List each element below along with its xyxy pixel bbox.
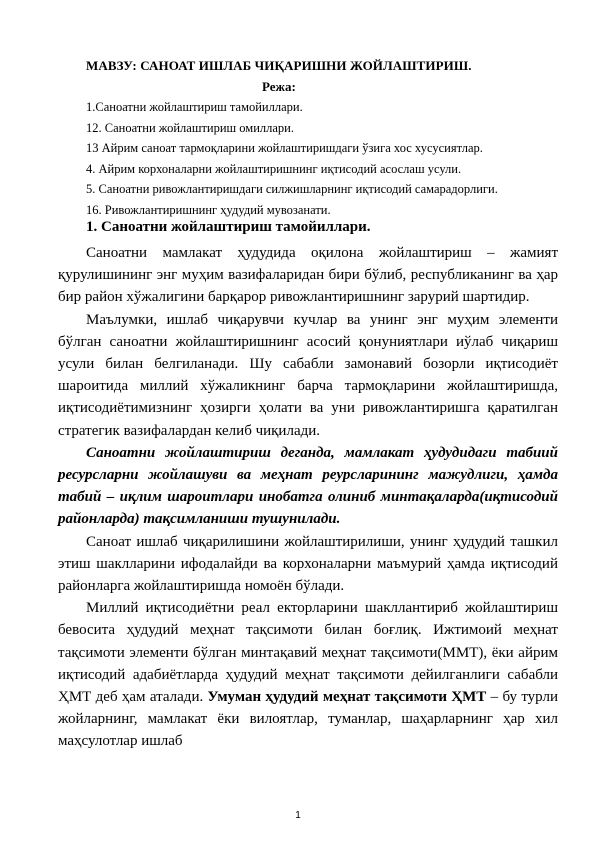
paragraph: Маълумки, ишлаб чиқарувчи кучлар ва унинг энг муҳим элементи бўлган саноатни жойлаштиришнинг асосий қонуниятлари иўлаб чиқариш усули билан белгиланади. Шу сабабли замонавий бозорли иқтисодиёт шароитида миллий хўжаликнинг барча тармоқларини жойлаштиришда, иқтисодиётимизнинг ҳозирги ҳолати ва уни ривожлантиришга қаратилган стратегик вазифалардан келиб чиқилади. — [58, 311, 558, 439]
plan-item: 5. Саноатни ривожлантиришдаги силжишларнинг иқтисодий самарадорлиги. — [86, 182, 498, 196]
paragraph — [58, 597, 558, 752]
bold-term: Умуман ҳудудий меҳнат тақсимоти ҲМТ — [207, 689, 487, 706]
plan-list — [86, 97, 556, 220]
page-number: 1 — [295, 810, 301, 821]
plan-item: 1.Саноатни жойлаштириш тамойиллари. — [86, 100, 303, 114]
paragraph-text: Миллий иқтисодиётни реал екторларини шакллантириб жойлаштириш бевосита ҳудудий меҳнат тақсимоти билан боғлиқ. Ижтимоий меҳнат тақсимоти элементи бўлган минтақавий меҳнат тақсимоти(ММТ), ёки айрим иқтисодий адабиётларда ҳудудий меҳнат тақсимоти дейилганлиги сабабли ҲМТ деб ҳам аталади. — [58, 600, 558, 706]
plan-label: Режа: — [262, 79, 296, 94]
plan-item: 12. Саноатни жойлаштириш омиллари. — [86, 120, 294, 135]
section-heading: 1. Саноатни жойлаштириш тамойиллари. — [86, 219, 371, 235]
plan-item: 13 Айрим саноат тармоқларини жойлаштиришдаги ўзига хос хусусиятлар. — [86, 141, 483, 155]
document-title: МАВЗУ: САНОАТ ИШЛАБ ЧИҚАРИШНИ ЖОЙЛАШТИРИШ. — [86, 58, 472, 73]
paragraph: Саноатни мамлакат ҳудудида оқилона жойлаштириш – жамият қурулишининг энг муҳим вазифаларидан бири бўлиб, республиканинг ва ҳар бир район хўжалигини барқарор ривожлантиришнинг зарурий шартидир. — [58, 245, 558, 306]
paragraph-text: – бу турли жойларнинг, мамлакат ёки вилоятлар, туманлар, шаҳарларнинг ҳар хил маҳсулотлар ишлаб — [58, 689, 558, 750]
paragraph: Саноат ишлаб чиқарилишини жойлаштирилиши, унинг ҳудудий ташкил этиш шаклларини ифодалайди ва корхоналарни маъмурий ҳамда иқтисодий районларга жойлаштиришда номоён бўлади. — [58, 533, 558, 595]
body-text — [58, 242, 558, 753]
plan-item: 16. Ривожлантиришнинг ҳудудий мувозанати. — [86, 202, 331, 217]
plan-item: 4. Айрим корхоналарни жойлаштиришнинг иқтисодий асослаш усули. — [86, 161, 462, 176]
definition-paragraph: Саноатни жойлаштириш деганда, мамлакат ҳудудидаги табиий ресурсларни жойлашуви ва меҳнат реурсларининг мажудлиги, ҳамда табий – иқлим шароитлари инобатга олиниб минтақаларда(иқтисодий районларда) тақсимланиши тушунилади. — [58, 444, 558, 528]
